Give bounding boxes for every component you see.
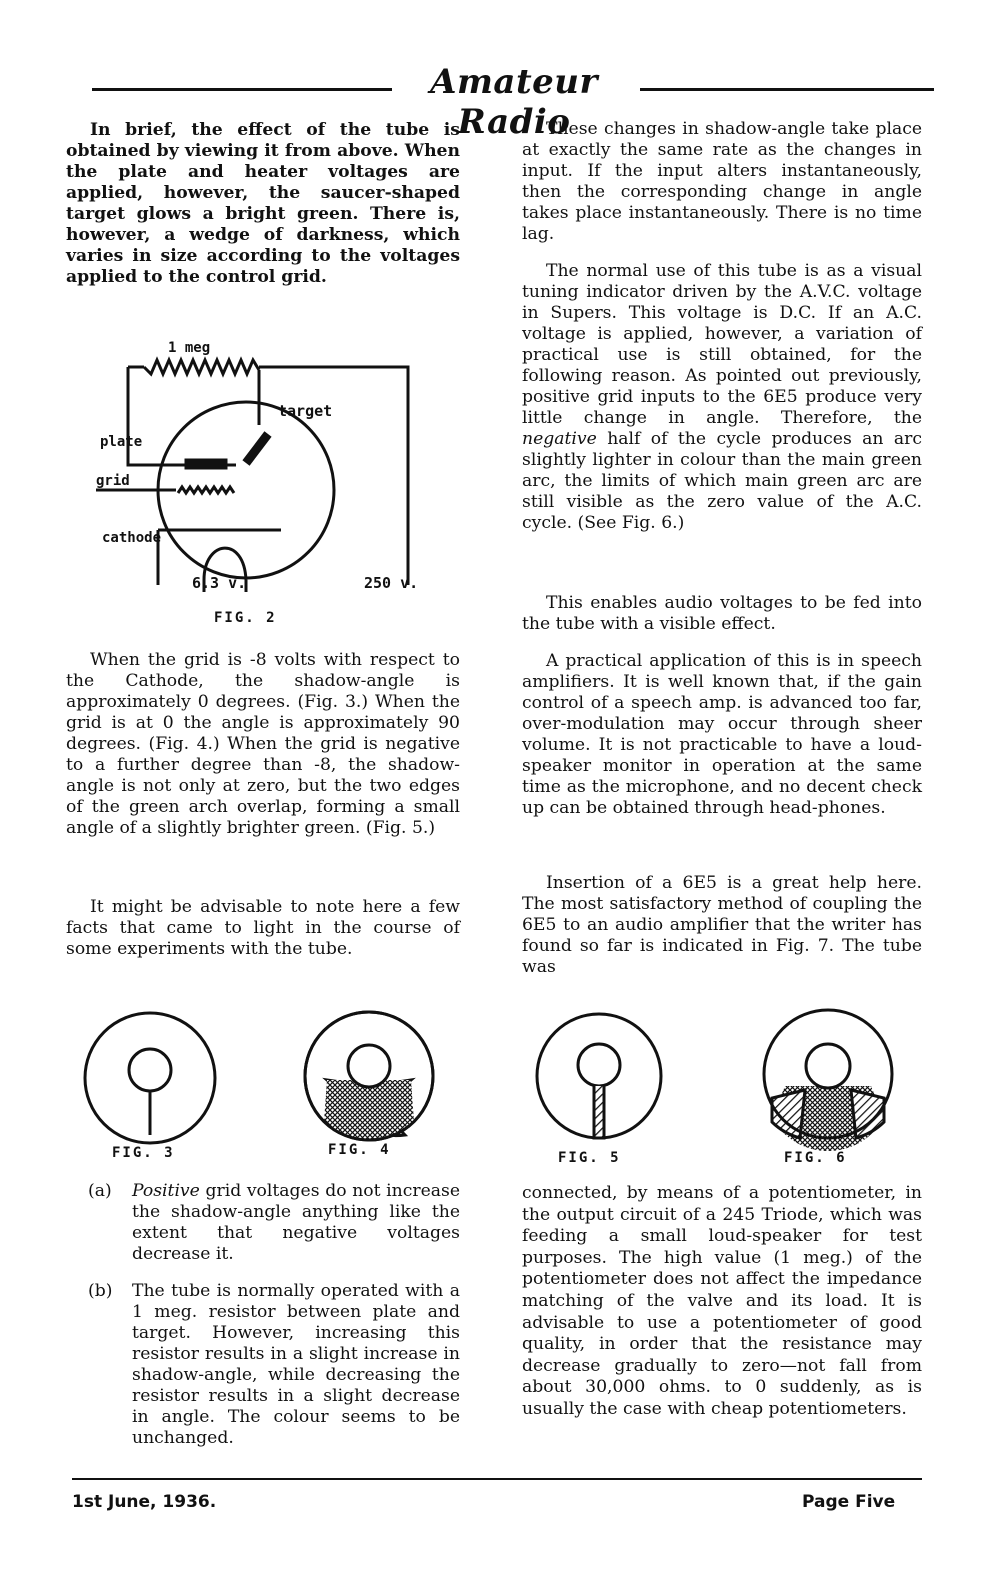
- fig6-diagram: [764, 1010, 892, 1151]
- right-paragraph-3: This enables audio voltages to be fed into the tube with a visible effect.: [522, 593, 922, 634]
- list-item-a-text: [132, 1181, 460, 1265]
- right-paragraph-1: These changes in shadow-angle take place at exactly the same rate as the changes in input. If the input alters instantaneously, then the corresponding change in angle takes place instantaneously. There is no time lag.: [522, 119, 922, 244]
- right-paragraph-6: connected, by means of a potentiometer, in the output circuit of a 245 Triode, which was feeding a small loud-speaker for test purposes. The high value (1 meg.) of the potentiometer does not affect the impedance matching of the valve and its load. It is advisable to use a potentiometer of good quality, in order that the resistance may decrease gradually to zero—not fall from about 30,000 ohms. to 0 suddenly, as is usually the case with cheap potentiometers.: [522, 1183, 922, 1419]
- fig3-caption: FIG. 3: [112, 1145, 175, 1161]
- grid-coil: [178, 487, 234, 493]
- masthead-rule-left: [92, 88, 392, 91]
- fig2-plate-label: plate: [100, 434, 143, 450]
- fig4-caption: FIG. 4: [328, 1142, 391, 1158]
- list-item-a-label: (a): [88, 1181, 112, 1201]
- list-item-a-body: grid voltages do not increase the shadow-angle anything like the extent that negative voltages decrease it.: [132, 1181, 460, 1264]
- left-paragraph-3: It might be advisable to note here a few facts that came to light in the course of some experiments with the tube.: [66, 897, 460, 959]
- masthead-rule-right: [640, 88, 934, 91]
- right-paragraph-4: A practical application of this is in speech amplifiers. It is well known that, if the gain control of a speech amp. is advanced too far, over-modulation may occur through sheer volume. It is not practicable to have a loud-speaker monitor in operation at the same time as the microphone, and no decent check up can be obtained through head-phones.: [522, 651, 922, 818]
- list-item-a-emphasis: Positive: [132, 1181, 200, 1201]
- plate-element: [186, 460, 226, 468]
- fig5-caption: FIG. 5: [558, 1150, 621, 1166]
- left-paragraph-1: In brief, the effect of the tube is obtained by viewing it from above. When the plate and heater voltages are applied, however, the saucer-shaped target glows a bright green. There is, however, a wedge of darkness, which varies in size according to the voltages applied to the control grid.: [66, 120, 460, 287]
- list-item-a: [88, 1181, 460, 1265]
- right-paragraph-2-part-a: The normal use of this tube is as a visual tuning indicator driven by the A.V.C. voltage in Supers. This voltage is D.C. If an A.C. voltage is applied, however, a variation of practical use is still obtained, for the following reason. As pointed out previously, positive grid inputs to the 6E5 produce very little change in angle. Therefore, the: [522, 261, 922, 428]
- fig2-target-label: target: [278, 402, 333, 420]
- fig2-circuit-diagram: [96, 330, 446, 630]
- right-paragraph-2: [522, 261, 922, 534]
- fig5-diagram: [537, 1014, 661, 1138]
- right-paragraph-5: Insertion of a 6E5 is a great help here. The most satisfactory method of coupling the 6E5 to an audio amplifier that the writer has found so far is indicated in Fig. 7. The tube was: [522, 873, 922, 977]
- list-item-b-label: (b): [88, 1281, 113, 1301]
- fig6-caption: FIG. 6: [784, 1150, 847, 1166]
- footer-date: 1st June, 1936.: [72, 1492, 217, 1512]
- plate-lead: [128, 367, 236, 465]
- right-paragraph-2-part-b: half of the cycle produces an arc slightly lighter in colour than the main green arc, the limits of which main green arc are still visible as the zero value of the A.C. cycle. (See Fig. 6.): [522, 429, 922, 533]
- fig3-diagram: [85, 1013, 215, 1143]
- footer-page-number: Page Five: [802, 1492, 896, 1512]
- resistor-1meg: [144, 360, 259, 374]
- masthead-title: Amateur Radio: [430, 62, 598, 142]
- footer-rule: [72, 1478, 922, 1480]
- masthead: [92, 62, 934, 142]
- fig2-caption: FIG. 2: [214, 610, 277, 626]
- fig2-grid-label: grid: [96, 473, 130, 489]
- right-paragraph-2-emphasis: negative: [522, 429, 597, 449]
- fig2-heater-voltage: 6.3 v.: [192, 574, 247, 592]
- list-item-b-text: The tube is normally operated with a 1 meg. resistor between plate and target. However, increasing this resistor results in a slight increase in shadow-angle, while decreasing the resistor results in a slight decrease in angle. The colour seems to be unchanged.: [132, 1281, 460, 1448]
- target-element: [246, 434, 268, 463]
- fig4-diagram: [305, 1012, 433, 1140]
- fig2-cathode-label: cathode: [102, 530, 162, 546]
- fig2-resistor-label: 1 meg: [168, 340, 211, 356]
- fig2-plate-voltage: 250 v.: [364, 574, 419, 592]
- left-paragraph-2: When the grid is -8 volts with respect to the Cathode, the shadow-angle is approximately 0 degrees. (Fig. 3.) When the grid is at 0 the angle is approximately 90 degrees. (Fig. 4.) When the grid is negative to a further degree than -8, the shadow-angle is not only at zero, but the two edges of the green arch overlap, forming a small angle of a slightly brighter green. (Fig. 5.): [66, 650, 460, 838]
- list-item-b: [88, 1281, 460, 1471]
